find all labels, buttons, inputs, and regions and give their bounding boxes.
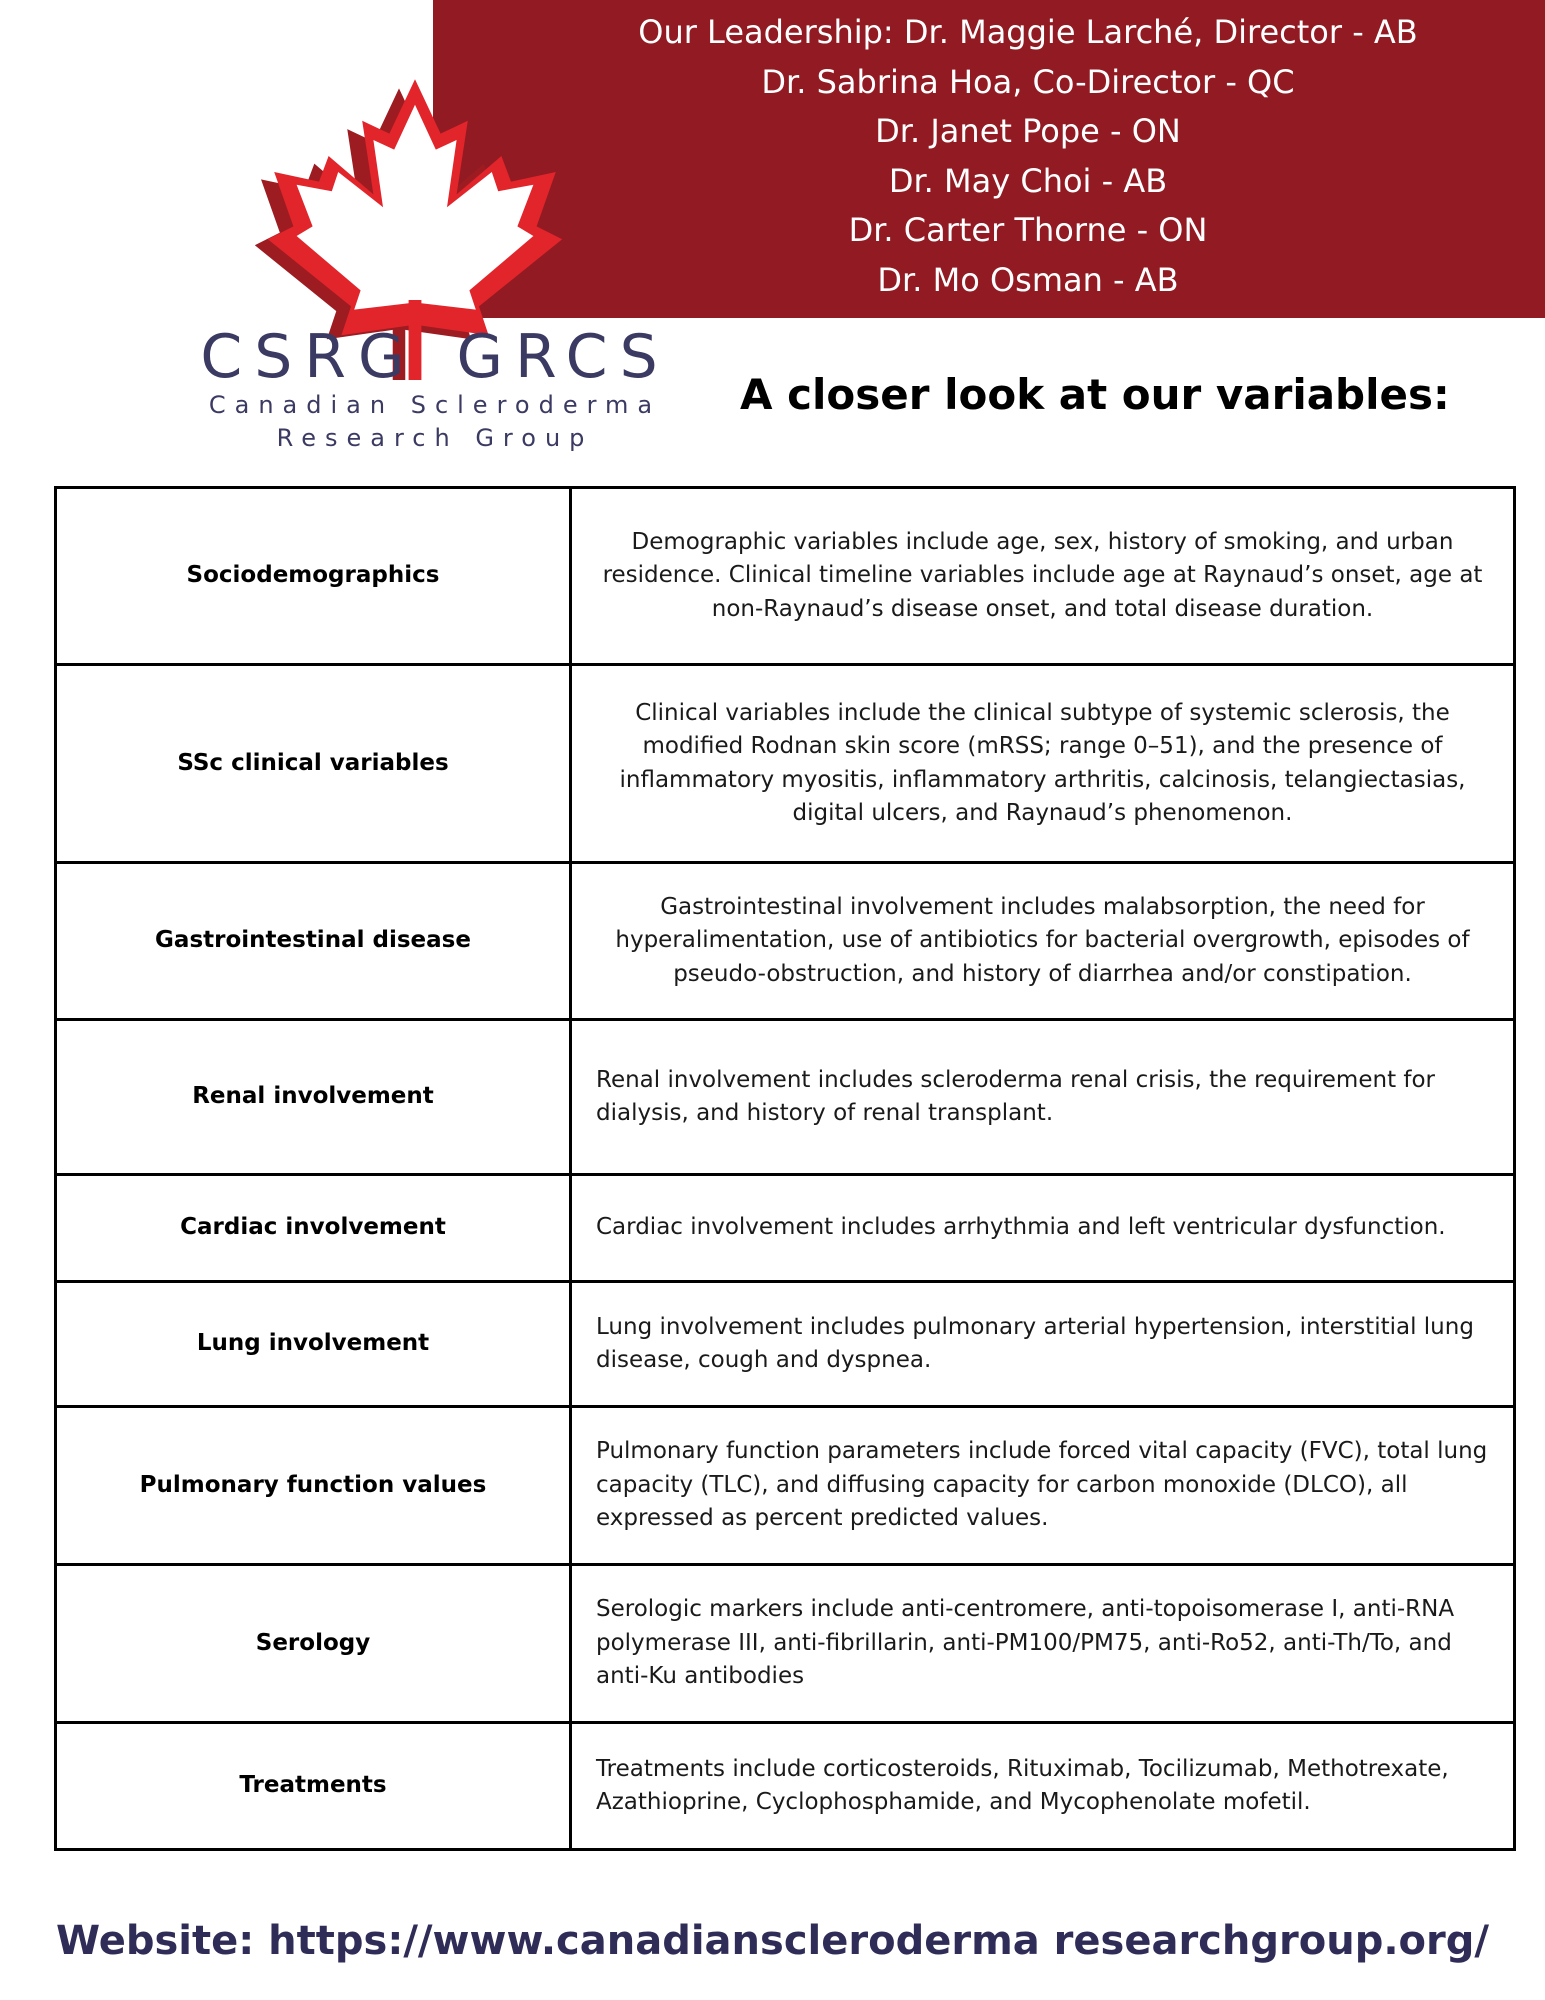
table-row [56, 1282, 1515, 1407]
table-row [56, 488, 1515, 665]
variable-description: Gastrointestinal involvement includes malabsorption, the need for hyperalimentation, use of antibiotics for bacterial overgrowth, episodes of pseudo-obstruction, and history of diarrhea and/or constipation. [571, 863, 1515, 1020]
page-heading: A closer look at our variables: [740, 370, 1450, 419]
leadership-line: Dr. May Choi - AB [888, 161, 1168, 200]
variable-label: Lung involvement [56, 1282, 571, 1407]
variable-description: Treatments include corticosteroids, Rituximab, Tocilizumab, Methotrexate, Azathioprine, Cyclophosphamide, and Mycophenolate mofetil. [571, 1723, 1515, 1850]
variable-description: Demographic variables include age, sex, history of smoking, and urban residence. Clinical timeline variables include age at Raynaud’s onset, age at non-Raynaud’s disease onset, and total disease duration. [571, 488, 1515, 665]
leadership-list [433, 8, 1545, 305]
leadership-line: Dr. Sabrina Hoa, Co-Director - QC [761, 62, 1295, 101]
variable-label: Gastrointestinal disease [56, 863, 571, 1020]
website-link[interactable]: Website: https://www.canadianscleroderma researchgroup.org/ [56, 1918, 1489, 1964]
leadership-line: Dr. Janet Pope - ON [875, 112, 1181, 150]
variable-description: Lung involvement includes pulmonary arterial hypertension, interstitial lung disease, cough and dyspnea. [571, 1282, 1515, 1407]
variable-description: Clinical variables include the clinical subtype of systemic sclerosis, the modified Rodnan skin score (mRSS; range 0–51), and the presence of inflammatory myositis, inflammatory arthritis, calcinosis, telangiectasias, digital ulcers, and Raynaud’s phenomenon. [571, 665, 1515, 863]
variable-description: Renal involvement includes scleroderma renal crisis, the requirement for dialysis, and history of renal transplant. [571, 1020, 1515, 1175]
csrg-logo [195, 322, 675, 455]
variable-description: Serologic markers include anti-centromere, anti-topoisomerase I, anti-RNA polymerase III, anti-fibrillarin, anti-PM100/PM75, anti-Ro52, anti-Th/To, and anti-Ku antibodies [571, 1565, 1515, 1723]
leadership-line: Dr. Mo Osman - AB [877, 260, 1179, 299]
variables-table [54, 486, 1516, 1851]
logo-name-line2: Research Group [276, 424, 594, 452]
logo-name-line1: Canadian Scleroderma [208, 391, 662, 419]
logo-abbreviation [195, 322, 675, 392]
leadership-line: Dr. Carter Thorne - ON [848, 211, 1208, 249]
variable-label: Treatments [56, 1723, 571, 1850]
table-row [56, 1175, 1515, 1282]
leadership-line: Our Leadership: Dr. Maggie Larché, Director - AB [638, 13, 1418, 51]
logo-abbr-fr: GRCS [456, 322, 670, 392]
variable-description: Pulmonary function parameters include forced vital capacity (FVC), total lung capacity (TLC), and diffusing capacity for carbon monoxide (DLCO), all expressed as percent predicted values. [571, 1407, 1515, 1565]
table-row [56, 1407, 1515, 1565]
variable-label: Renal involvement [56, 1020, 571, 1175]
variable-label: SSc clinical variables [56, 665, 571, 863]
table-row [56, 1565, 1515, 1723]
table-row [56, 863, 1515, 1020]
variable-label: Cardiac involvement [56, 1175, 571, 1282]
logo-abbr-en: CSRG [200, 322, 417, 392]
variable-label: Serology [56, 1565, 571, 1723]
variable-description: Cardiac involvement includes arrhythmia and left ventricular dysfunction. [571, 1175, 1515, 1282]
table-row [56, 665, 1515, 863]
table-row [56, 1020, 1515, 1175]
variable-label: Pulmonary function values [56, 1407, 571, 1565]
variable-label: Sociodemographics [56, 488, 571, 665]
table-row [56, 1723, 1515, 1850]
